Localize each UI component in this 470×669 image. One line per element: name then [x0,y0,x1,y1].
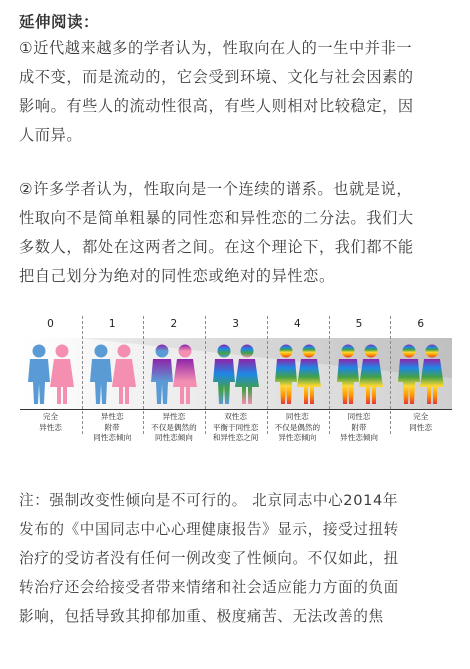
caption-line: 完全 [413,412,429,421]
male-figure-icon [28,345,50,405]
column-separator [390,316,391,434]
couple-figures [82,342,143,408]
scale-number: 3 [232,318,239,330]
paragraph-line: 影响，包括导致其抑郁加重、极度痛苦、无法改善的焦 [19,608,384,625]
scale-caption [267,412,328,444]
female-figure-icon [420,345,444,405]
scale-caption [143,412,204,444]
paragraph-2 [19,175,459,291]
caption-line: 和异性恋之间 [212,433,259,442]
female-figure-icon [297,345,321,405]
paragraph-1 [19,34,459,150]
scale-column [20,312,81,462]
caption-line: 异性恋倾向 [340,433,378,442]
scale-caption [205,412,266,444]
scale-number: 1 [108,318,116,330]
caption-line: 双性恋 [224,412,247,421]
paragraph-line: 治疗的受访者没有任何一例改变了性倾向。不仅如此，扭 [19,550,399,567]
couple-figures [267,342,328,408]
column-separator [82,316,83,434]
paragraph-line: 影响。有些人的流动性很高，有些人则相对比较稳定，因 [19,97,414,115]
kinsey-scale-figure [20,312,452,462]
couple-figures [390,342,451,408]
column-separator [143,316,144,434]
couple-figures [205,342,266,408]
scale-caption [20,412,81,433]
paragraph-line: 把自己划分为绝对的同性恋或绝对的异性恋。 [19,267,335,285]
male-figure-icon [337,345,359,405]
scale-number: 6 [417,318,425,330]
column-separator [267,316,268,434]
scale-number: 4 [293,318,301,330]
caption-line: 同性恋 [347,412,371,421]
scale-number: 0 [47,318,54,330]
caption-line: 不仅是偶然的 [274,422,321,432]
female-figure-icon [50,345,74,405]
couple-figures [329,342,390,408]
male-figure-icon [151,345,173,405]
paragraph-line: 注：强制改变性倾向是不可行的。 北京同志中心2014年 [19,492,399,509]
scale-column [390,312,451,462]
scale-caption [329,412,390,444]
paragraph-line: 人而异。 [19,126,83,144]
caption-line: 异性恋 [100,412,124,421]
column-separator [329,316,330,434]
scale-column [267,312,328,462]
caption-line: 不仅是偶然的 [151,422,197,432]
caption-line: 平衡于同性恋 [212,422,259,432]
paragraph-line: 转治疗还会给接受者带来情绪和社会适应能力方面的负面 [19,579,399,596]
caption-line: 异性恋 [162,412,186,421]
caption-line: 附带 [104,422,120,432]
scale-number: 2 [170,318,178,330]
paragraph-line: ②许多学者认为，性取向是一个连续的谱系。也就是说， [19,180,413,198]
paragraph-line: 性取向不是简单粗暴的同性恋和异性恋的二分法。我们大 [19,209,414,227]
male-figure-icon [90,345,112,405]
scale-column [329,312,390,462]
scale-caption [82,412,143,444]
note-paragraph [19,486,459,631]
paragraph-line: 多数人，都处在这两者之间。在这个理论下，我们都不能 [19,238,414,256]
male-figure-icon [213,345,235,405]
male-figure-icon [275,345,297,405]
column-separator [205,316,206,434]
section-heading: 延伸阅读： [19,13,100,31]
caption-line: 附带 [351,422,367,432]
couple-figures [20,342,81,408]
caption-line: 同性恋倾向 [93,433,132,442]
caption-line: 完全 [42,412,59,421]
caption-line: 同性恋 [285,412,309,421]
scale-column [82,312,143,462]
female-figure-icon [235,345,259,405]
caption-line: 异性恋倾向 [278,433,317,442]
scale-column [143,312,204,462]
paragraph-line: ①近代越来越多的学者认为，性取向在人的一生中并非一 [19,39,413,57]
caption-line: 同性恋倾向 [154,433,193,442]
scale-caption [390,412,451,433]
scale-column [205,312,266,462]
caption-line: 同性恋 [409,422,433,432]
paragraph-line: 成不变，而是流动的，它会受到环境、文化与社会因素的 [19,68,414,86]
female-figure-icon [359,345,383,405]
female-figure-icon [112,345,136,405]
male-figure-icon [398,345,420,405]
caption-line: 异性恋 [39,422,62,432]
scale-number: 5 [355,318,363,330]
paragraph-line: 发布的《中国同志中心心理健康报告》显示，接受过扭转 [19,521,399,538]
couple-figures [143,342,204,408]
female-figure-icon [173,345,197,405]
